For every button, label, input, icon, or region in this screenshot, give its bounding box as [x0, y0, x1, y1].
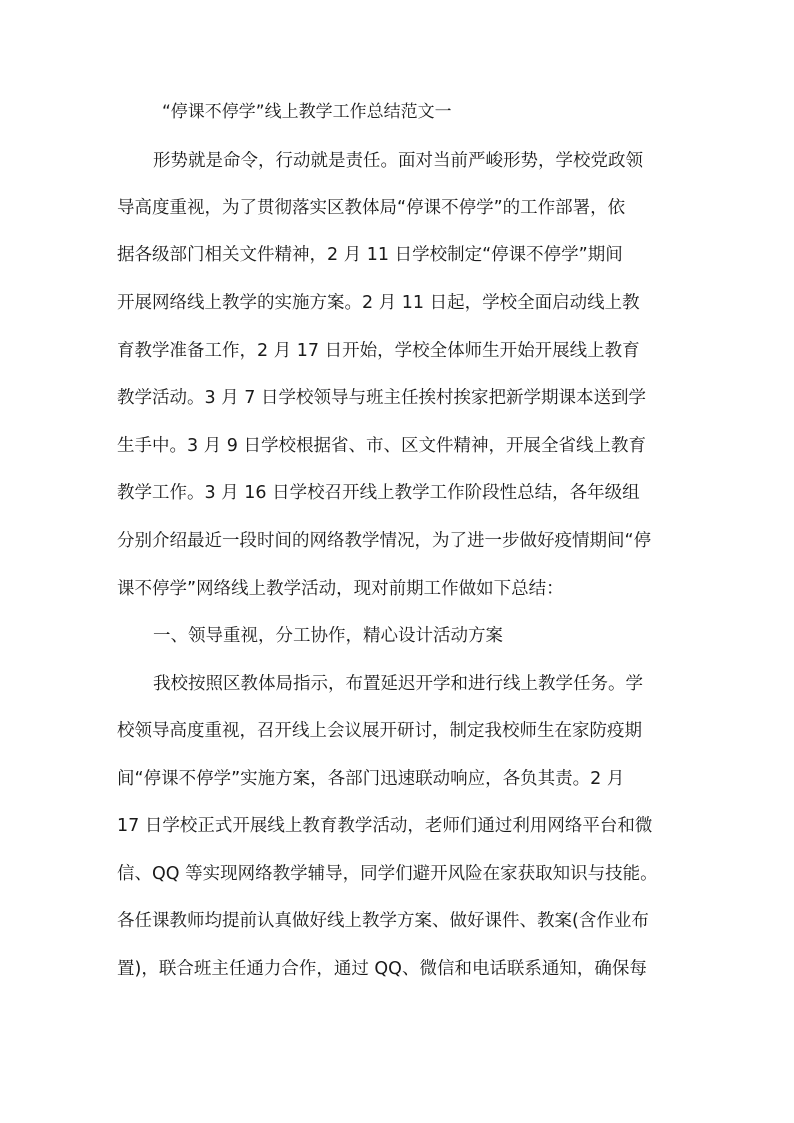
paragraph-line: 生手中。3 月 9 日学校根据省、市、区文件精神，开展全省线上教育	[117, 436, 646, 456]
paragraph-line: 开展网络线上教学的实施方案。2 月 11 日起，学校全面启动线上教	[117, 293, 640, 313]
paragraph-line: 分别介绍最近一段时间的网络教学情况，为了进一步做好疫情期间“停	[117, 531, 652, 551]
paragraph-line: 形势就是命令，行动就是责任。面对当前严峻形势，学校党政领	[153, 151, 643, 171]
document-title: “停课不停学”线上教学工作总结范文一	[162, 102, 452, 122]
paragraph-line: 导高度重视，为了贯彻落实区教体局“停课不停学”的工作部署，依	[117, 198, 626, 218]
paragraph-line: 教学活动。3 月 7 日学校领导与班主任挨村挨家把新学期课本送到学	[117, 388, 646, 408]
paragraph-line: 各任课教师均提前认真做好线上教学方案、做好课件、教案(含作业布	[117, 911, 649, 931]
paragraph-line: 我校按照区教体局指示，布置延迟开学和进行线上教学任务。学	[153, 674, 643, 694]
section-heading: 一、领导重视，分工协作，精心设计活动方案	[153, 626, 503, 646]
paragraph-line: 17 日学校正式开展线上教育教学活动，老师们通过利用网络平台和微	[117, 816, 653, 836]
paragraph-line: 置)，联合班主任通力合作，通过 QQ、微信和电话联系通知，确保每	[117, 959, 647, 979]
paragraph-line: 课不停学”网络线上教学活动，现对前期工作做如下总结：	[117, 579, 564, 599]
paragraph-line: 校领导高度重视，召开线上会议展开研讨，制定我校师生在家防疫期	[117, 721, 642, 741]
paragraph-line: 间“停课不停学”实施方案，各部门迅速联动响应，各负其责。2 月	[117, 769, 625, 789]
paragraph-line: 据各级部门相关文件精神，2 月 11 日学校制定“停课不停学”期间	[117, 245, 623, 265]
paragraph-line: 教学工作。3 月 16 日学校召开线上教学工作阶段性总结，各年级组	[117, 483, 640, 503]
paragraph-line: 信、QQ 等实现网络教学辅导，同学们避开风险在家获取知识与技能。	[117, 864, 658, 884]
paragraph-line: 育教学准备工作，2 月 17 日开始，学校全体师生开始开展线上教育	[117, 341, 640, 361]
